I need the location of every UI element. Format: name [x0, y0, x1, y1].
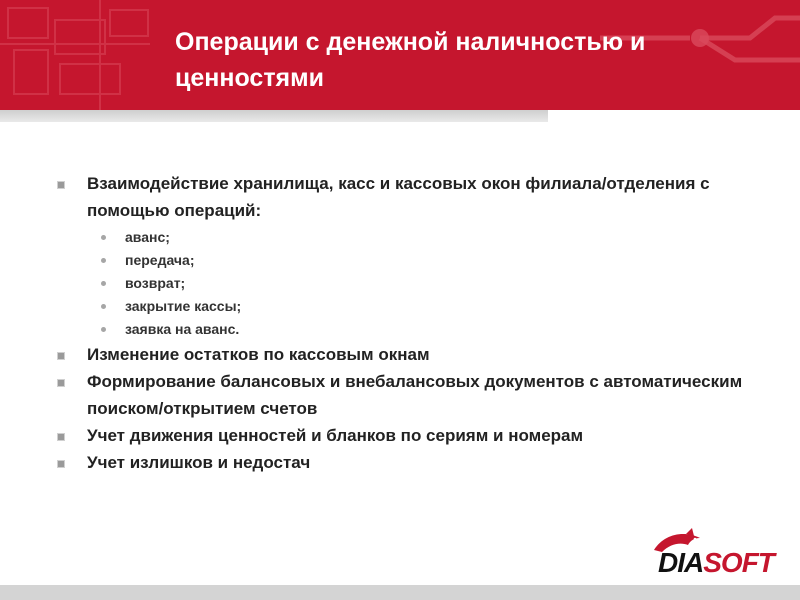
sub-bullet-text: закрытие кассы; — [125, 298, 242, 314]
logo-text-soft: SOFT — [703, 547, 774, 578]
square-bullet-icon — [57, 379, 65, 387]
sub-list-item — [87, 272, 755, 295]
dot-bullet-icon — [101, 327, 106, 332]
title-banner — [0, 0, 800, 110]
slide-title: Операции с денежной наличностью и ценностями — [175, 28, 646, 92]
sub-bullet-text: заявка на аванс. — [125, 321, 240, 337]
diasoft-logo — [650, 528, 792, 580]
square-bullet-icon — [57, 181, 65, 189]
square-bullet-icon — [57, 460, 65, 468]
sub-list-item — [87, 295, 755, 318]
bullet-text: Взаимодействие хранилища, касс и кассовых окон филиала/отделения с помощью операций: — [87, 174, 710, 220]
list-item — [55, 368, 755, 422]
square-bullet-icon — [57, 433, 65, 441]
footer-bar — [0, 585, 800, 600]
sub-bullet-text: передача; — [125, 252, 195, 268]
bullet-text: Учет движения ценностей и бланков по сериям и номерам — [87, 426, 584, 445]
sub-list-item — [87, 226, 755, 249]
bullet-list-area — [55, 170, 755, 476]
list-item — [55, 422, 755, 449]
sub-bullet-text: возврат; — [125, 275, 186, 291]
sub-list-item — [87, 318, 755, 341]
list-item — [55, 449, 755, 476]
bullet-text: Учет излишков и недостач — [87, 453, 311, 472]
dot-bullet-icon — [101, 258, 106, 263]
logo-wordmark — [658, 548, 774, 578]
bullet-list — [55, 170, 755, 476]
square-bullet-icon — [57, 352, 65, 360]
bullet-text: Формирование балансовых и внебалансовых документов с автоматическим поиском/открытием счетов — [87, 372, 743, 418]
sub-list-item — [87, 249, 755, 272]
bullet-text: Изменение остатков по кассовым окнам — [87, 345, 430, 364]
dot-bullet-icon — [101, 235, 106, 240]
dot-bullet-icon — [101, 281, 106, 286]
sub-bullet-list — [87, 226, 755, 341]
list-item — [55, 170, 755, 341]
title-shadow-strip — [0, 110, 548, 122]
logo-text-dia: DIA — [658, 547, 704, 578]
list-item — [55, 341, 755, 368]
sub-bullet-text: аванс; — [125, 229, 170, 245]
dot-bullet-icon — [101, 304, 106, 309]
